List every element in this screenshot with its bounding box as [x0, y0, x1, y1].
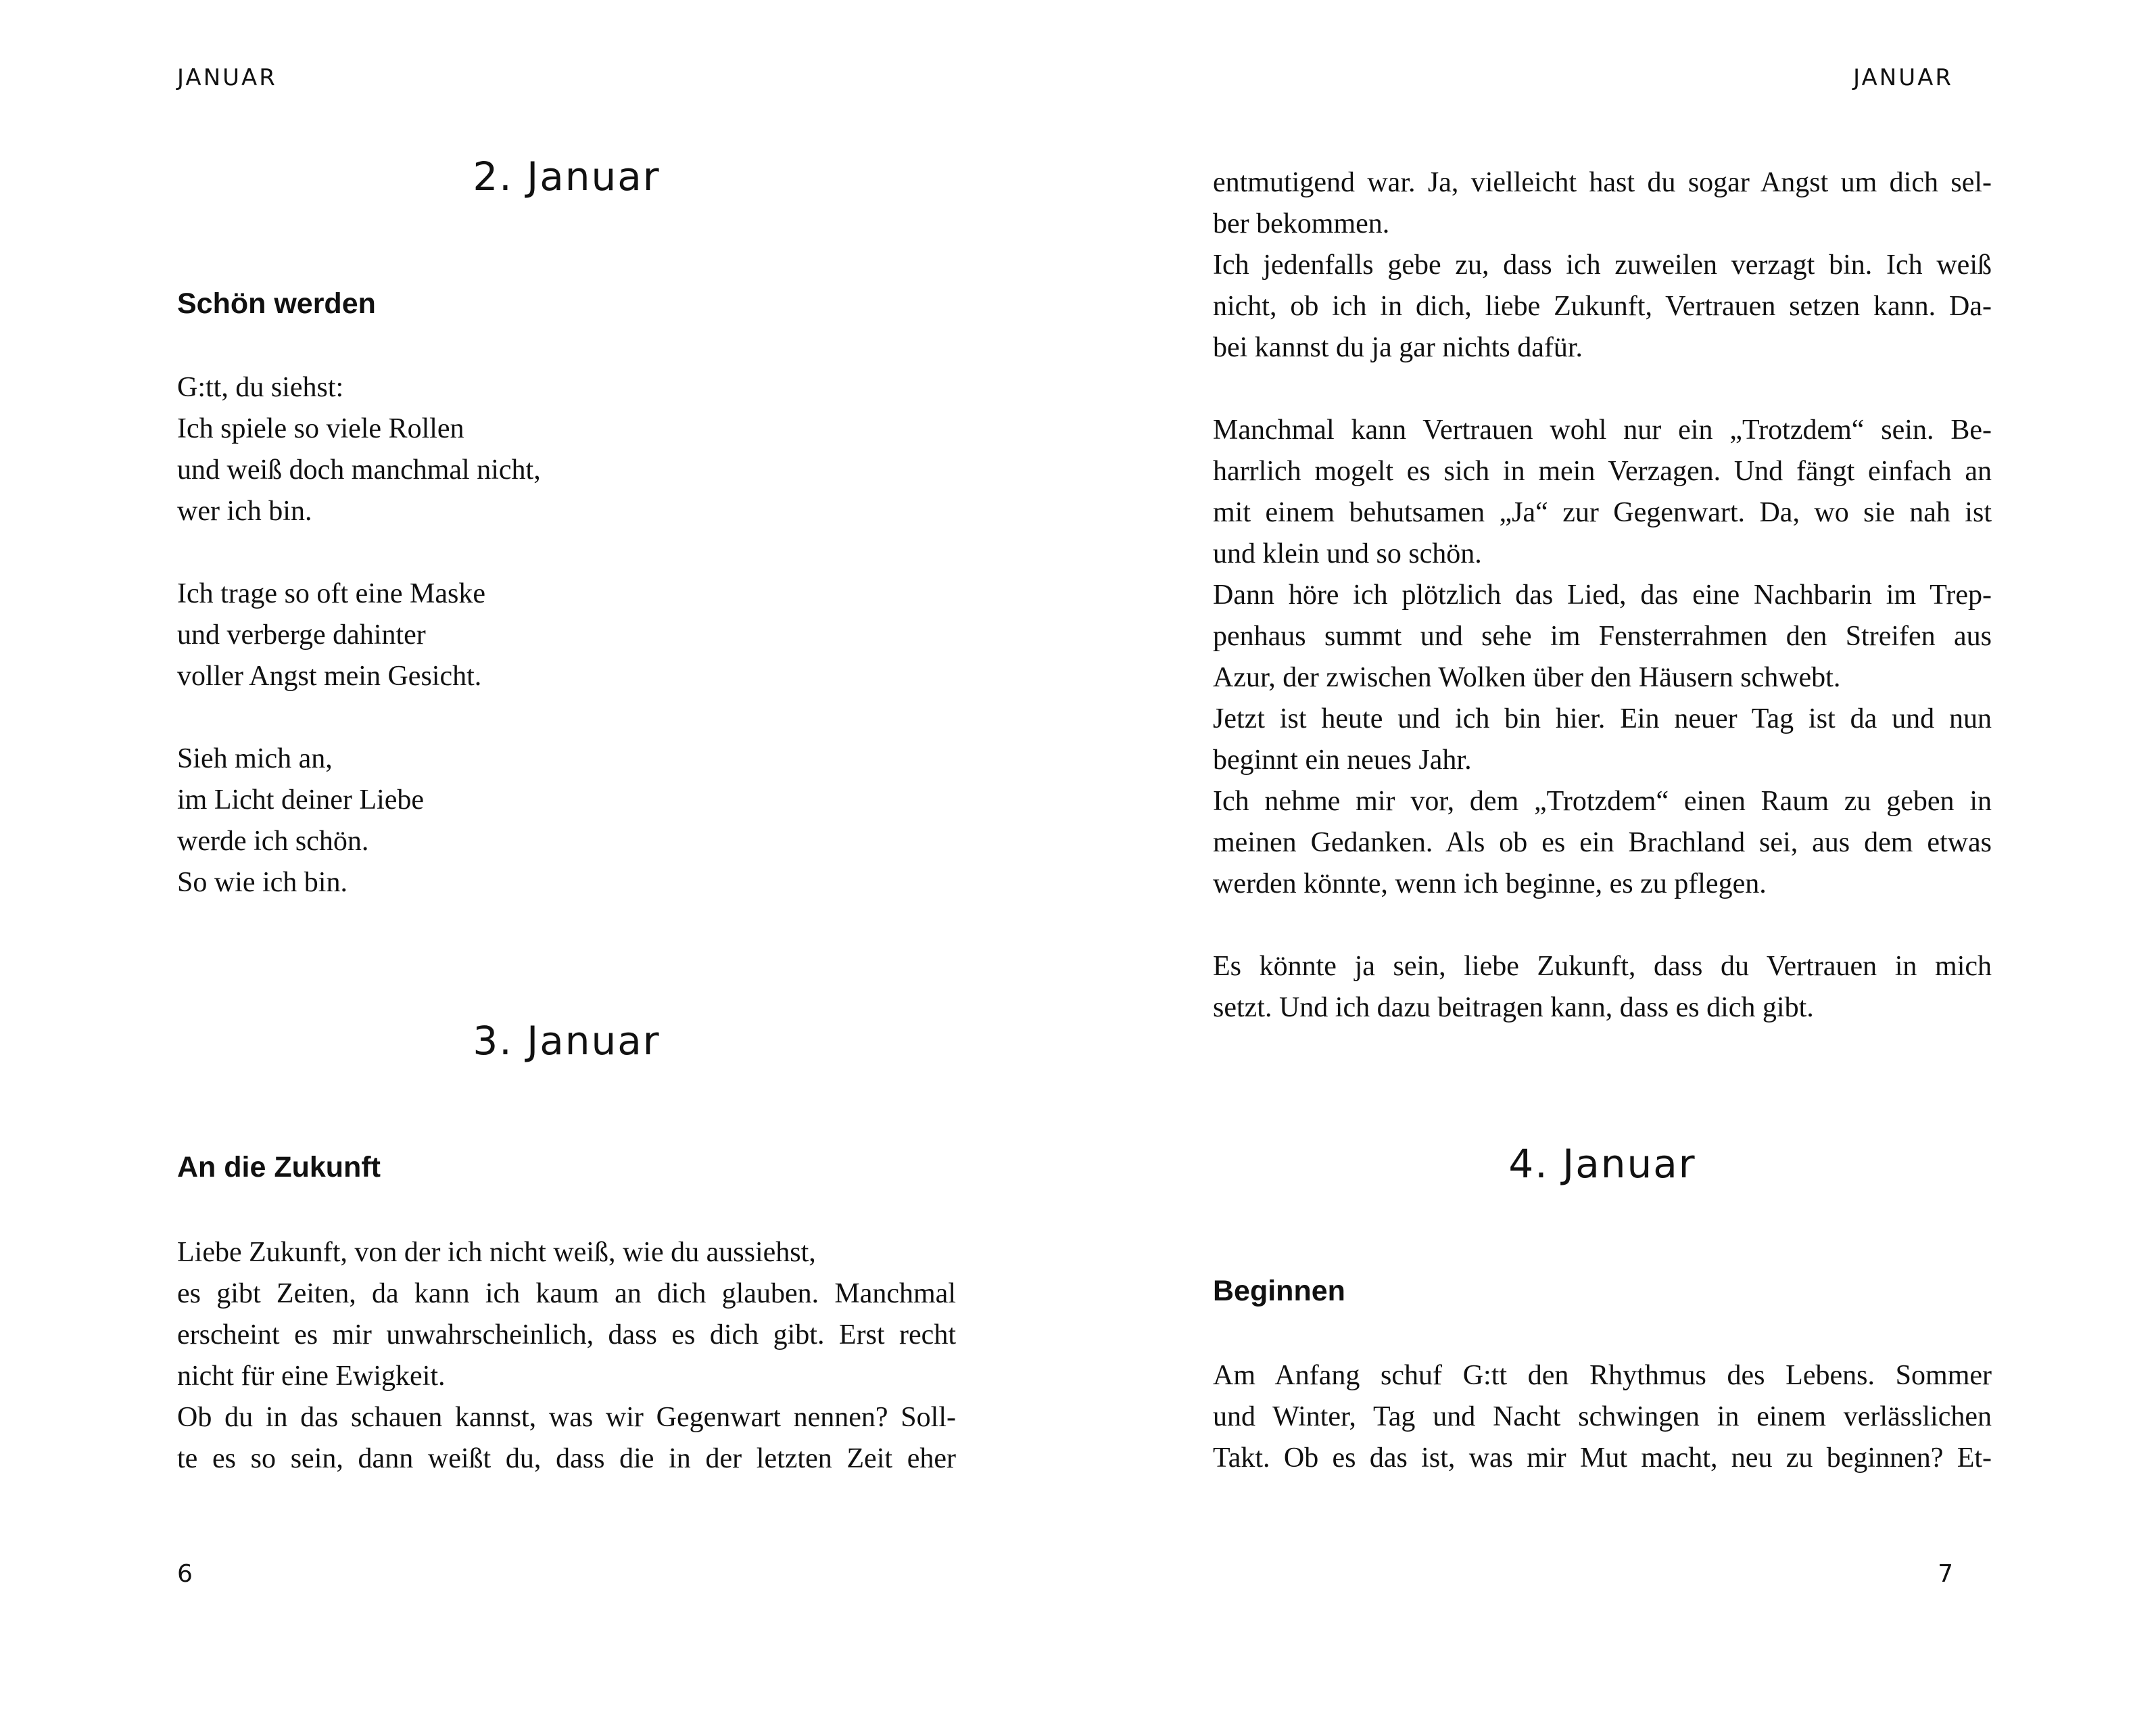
text-line: meinen Gedanken. Als ob es ein Brachland sei, aus dem etwas [1213, 827, 1992, 858]
text-an-die-zukunft-continued [1213, 162, 1992, 1029]
right-page [1078, 0, 2156, 1717]
text-an-die-zukunft [177, 1232, 956, 1480]
poem-schoen-werden [177, 367, 956, 903]
poem-line: und weiß doch manchmal nicht, [177, 454, 541, 486]
text-line: beginnt ein neues Jahr. [1213, 745, 1472, 776]
text-line: penhaus summt und sehe im Fensterrahmen den Streifen aus [1213, 621, 1992, 652]
entry-title-an-die-zukunft: An die Zukunft [177, 1151, 381, 1183]
paragraph-break [1213, 369, 1992, 410]
text-line: Liebe Zukunft, von der ich nicht weiß, wie du aussiehst, [177, 1237, 816, 1268]
text-line: Ich nehme mir vor, dem „Trotzdem“ einen Raum zu geben in [1213, 786, 1992, 817]
text-line: ber bekommen. [1213, 208, 1390, 239]
text-line: erscheint es mir unwahrscheinlich, dass es dich gibt. Erst recht [177, 1319, 956, 1350]
text-line: nicht für eine Ewigkeit. [177, 1361, 446, 1392]
text-line: werden könnte, wenn ich beginne, es zu pflegen. [1213, 868, 1767, 899]
text-line: setzt. Und ich dazu beitragen kann, dass es dich gibt. [1213, 992, 1814, 1023]
poem-line: Sieh mich an, [177, 743, 333, 774]
poem-line: Ich trage so oft eine Maske [177, 578, 485, 609]
running-head-right: JANUAR [1853, 64, 1953, 91]
page-number-left: 6 [177, 1560, 193, 1588]
text-line: Manchmal kann Vertrauen wohl nur ein „Trotzdem“ sein. Be- [1213, 415, 1992, 446]
text-line: Jetzt ist heute und ich bin hier. Ein neuer Tag ist da und nun [1213, 703, 1992, 734]
text-line: Takt. Ob es das ist, was mir Mut macht, neu zu beginnen? Et- [1213, 1442, 1992, 1474]
text-line: Am Anfang schuf G:tt den Rhythmus des Lebens. Sommer [1213, 1360, 1992, 1391]
poem-line: So wie ich bin. [177, 867, 348, 898]
poem-line: voller Angst mein Gesicht. [177, 661, 482, 692]
text-line: Ob du in das schauen kannst, was wir Gegenwart nennen? Soll- [177, 1402, 956, 1433]
text-line: und klein und so schön. [1213, 538, 1482, 569]
text-line: Ich jedenfalls gebe zu, dass ich zuweilen verzagt bin. Ich weiß [1213, 250, 1992, 281]
poem-line: und verberge dahinter [177, 619, 426, 651]
text-line: harrlich mogelt es sich in mein Verzagen. Und fängt einfach an [1213, 456, 1992, 487]
text-line: te es so sein, dann weißt du, dass die in der letzten Zeit eher [177, 1443, 956, 1474]
stanza-break [177, 697, 956, 738]
text-line: Dann höre ich plötzlich das Lied, das eine Nachbarin im Trep- [1213, 580, 1992, 611]
text-line: bei kannst du ja gar nichts dafür. [1213, 332, 1583, 363]
poem-line: Ich spiele so viele Rollen [177, 413, 464, 444]
poem-line: werde ich schön. [177, 826, 369, 857]
text-line: entmutigend war. Ja, vielleicht hast du sogar Angst um dich sel- [1213, 167, 1992, 198]
poem-line: im Licht deiner Liebe [177, 784, 425, 816]
text-line: nicht, ob ich in dich, liebe Zukunft, Vertrauen setzen kann. Da- [1213, 291, 1992, 322]
text-line: und Winter, Tag und Nacht schwingen in einem verlässlichen [1213, 1401, 1992, 1432]
text-line: Azur, der zwischen Wolken über den Häusern schwebt. [1213, 662, 1841, 693]
text-beginnen [1213, 1355, 1992, 1479]
date-heading-jan-3: 3. Januar [473, 1018, 661, 1064]
page-number-right: 7 [1938, 1560, 1953, 1588]
text-line: es gibt Zeiten, da kann ich kaum an dich glauben. Manchmal [177, 1278, 956, 1309]
poem-line: G:tt, du siehst: [177, 372, 344, 403]
text-line: mit einem behutsamen „Ja“ zur Gegenwart. Da, wo sie nah ist [1213, 497, 1992, 528]
poem-line: wer ich bin. [177, 496, 312, 527]
entry-title-schoen-werden: Schön werden [177, 287, 376, 320]
date-heading-jan-4: 4. Januar [1508, 1141, 1696, 1187]
running-head-left: JANUAR [177, 64, 277, 91]
date-heading-jan-2: 2. Januar [473, 154, 661, 199]
text-line: Es könnte ja sein, liebe Zukunft, dass du Vertrauen in mich [1213, 951, 1992, 982]
paragraph-break [1213, 905, 1992, 946]
entry-title-beginnen: Beginnen [1213, 1275, 1345, 1307]
stanza-break [177, 532, 956, 573]
